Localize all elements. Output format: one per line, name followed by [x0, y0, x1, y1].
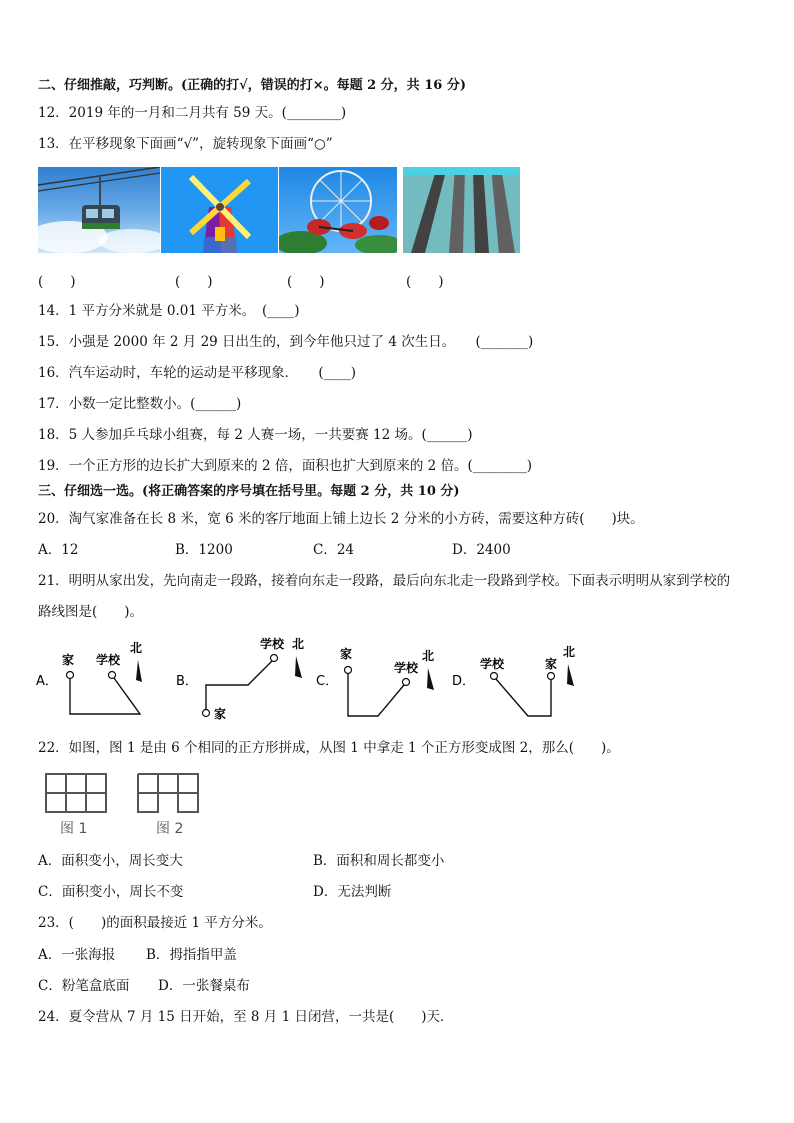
school-label: 学校: [260, 637, 285, 651]
q13-answer-paren-1[interactable]: ( ): [38, 274, 76, 290]
home-label: 家: [545, 657, 558, 671]
q13-answer-paren-4[interactable]: ( ): [406, 274, 444, 290]
north-label: 北: [563, 645, 576, 659]
figure-1-label: 图 1: [60, 821, 88, 837]
north-arrow-icon: [567, 664, 574, 686]
q20-option-a[interactable]: A．12: [38, 542, 79, 558]
section-2-title: 二、仔细推敲，巧判断。(正确的打√，错误的打×。每题 2 分，共 16 分): [38, 78, 466, 93]
school-label: 学校: [480, 657, 505, 671]
question-21-line-1: 21．明明从家出发，先向南走一段路，接着向东走一段路，最后向东北走一段路到学校。下面表示明明从家到学校的: [38, 573, 731, 589]
question-23: 23．( )的面积最接近 1 平方分米。: [38, 915, 272, 931]
question-12: 12．2019 年的一月和二月共有 59 天。(________): [38, 105, 347, 121]
north-label: 北: [422, 649, 435, 663]
q13-answer-paren-2[interactable]: ( ): [175, 274, 213, 290]
q20-option-b[interactable]: B．1200: [175, 542, 233, 558]
question-16: 16．汽车运动时，车轮的运动是平移现象． (____): [38, 365, 356, 381]
q22-figures: [40, 770, 210, 840]
section-3-title: 三、仔细选一选。(将正确答案的序号填在括号里。每题 2 分，共 10 分): [38, 484, 460, 499]
q13-answer-paren-3[interactable]: ( ): [287, 274, 325, 290]
q23-option-b[interactable]: B．拇指指甲盖: [146, 947, 237, 963]
home-label: 家: [62, 653, 75, 667]
question-17: 17．小数一定比整数小。(______): [38, 396, 242, 412]
home-label: 家: [340, 647, 353, 661]
q21-option-a-map[interactable]: [36, 641, 142, 714]
q21-option-b-label: B．: [176, 674, 198, 689]
school-label: 学校: [96, 653, 121, 667]
q20-option-c[interactable]: C．24: [313, 542, 355, 558]
school-label: 学校: [394, 661, 419, 675]
escalator-image: [403, 167, 520, 253]
q23-option-d[interactable]: D．一张餐桌布: [158, 978, 250, 994]
q20-option-d[interactable]: D．2400: [452, 542, 511, 558]
question-15: 15．小强是 2000 年 2 月 29 日出生的，到今年他只过了 4 次生日。 (_______): [38, 334, 534, 350]
figure-1-grid: [46, 774, 106, 812]
q23-option-a[interactable]: A．一张海报: [38, 947, 116, 963]
q21-route-maps: [30, 630, 590, 725]
q21-option-d-label: D．: [452, 674, 476, 689]
q21-option-a-label: A．: [36, 674, 58, 689]
question-20: 20．淘气家准备在长 8 米，宽 6 米的客厅地面上铺上边长 2 分米的小方砖，需要这种方砖( )块。: [38, 511, 644, 527]
north-arrow-icon: [427, 668, 434, 690]
question-18: 18．5 人参加乒乓球小组赛，每 2 人赛一场，一共要赛 12 场。(______): [38, 427, 473, 443]
question-19: 19．一个正方形的边长扩大到原来的 2 倍，面积也扩大到原来的 2 倍。(________): [38, 458, 533, 474]
question-13: 13．在平移现象下面画“√”，旋转现象下面画“○”: [38, 136, 333, 152]
north-label: 北: [292, 637, 305, 651]
q21-option-b-map[interactable]: [176, 636, 304, 721]
north-label: 北: [130, 641, 143, 655]
question-22: 22．如图，图 1 是由 6 个相同的正方形拼成，从图 1 中拿走 1 个正方形变成图 2，那么( )。: [38, 740, 620, 756]
q22-option-a[interactable]: A．面积变小，周长变大: [38, 853, 183, 869]
question-24: 24．夏令营从 7 月 15 日开始，至 8 月 1 日闭营，一共是( )天．: [38, 1009, 454, 1025]
home-label: 家: [214, 707, 227, 721]
ferris-wheel-image: [279, 167, 397, 253]
q21-option-c-label: C．: [316, 674, 339, 689]
question-21-line-2: 路线图是( )。: [38, 604, 144, 620]
figure-2-label: 图 2: [156, 821, 184, 837]
q22-option-d[interactable]: D．无法判断: [313, 884, 392, 900]
q21-option-c-map[interactable]: [316, 646, 434, 716]
north-arrow-icon: [136, 660, 142, 682]
q23-option-c[interactable]: C．粉笔盒底面: [38, 978, 130, 994]
q22-option-c[interactable]: C．面积变小，周长不变: [38, 884, 184, 900]
q22-option-b[interactable]: B．面积和周长都变小: [313, 853, 445, 869]
windmill-image: [161, 167, 278, 253]
cable-car-image: [38, 167, 160, 253]
question-14: 14．1 平方分米就是 0.01 平方米。 (____): [38, 303, 300, 319]
q21-option-d-map[interactable]: [452, 645, 575, 716]
north-arrow-icon: [295, 656, 302, 678]
